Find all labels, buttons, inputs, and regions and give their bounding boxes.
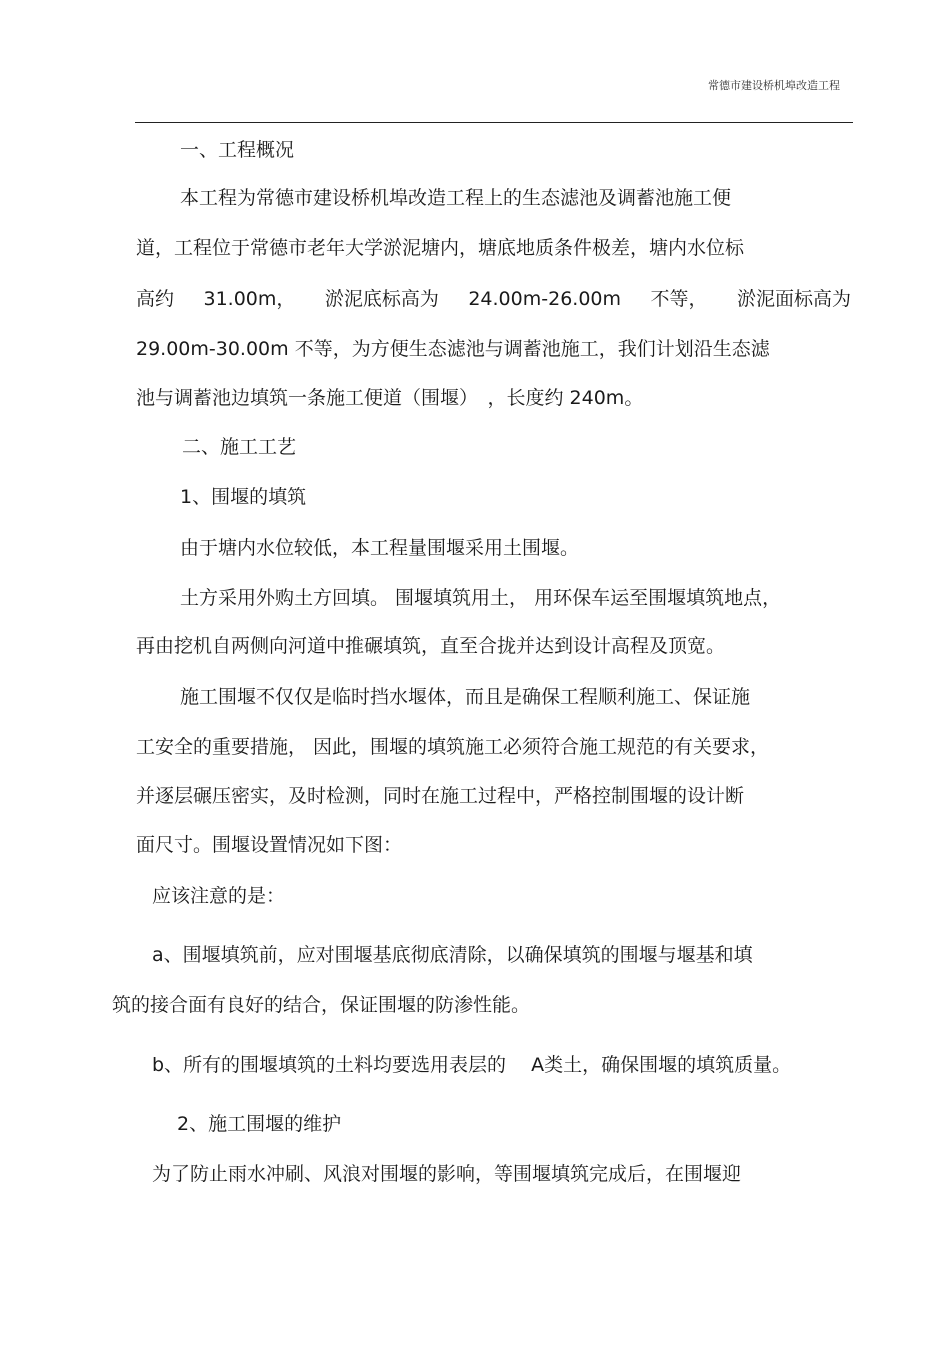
paragraph-line: 本工程为常德市建设桥机埠改造工程上的生态滤池及调蓄池施工便 xyxy=(180,187,732,209)
paragraph-line: 再由挖机自两侧向河道中推碾填筑，直至合拢并达到设计高程及顶宽。 xyxy=(136,635,726,657)
paragraph-line: 面尺寸。围堰设置情况如下图： xyxy=(136,834,403,856)
text-run: 淤泥面标高为 xyxy=(736,288,851,310)
section-heading-overview: 一、工程概况 xyxy=(180,139,295,161)
text-run: 不等， xyxy=(650,288,708,310)
note-item-a: a、围堰填筑前，应对围堰基底彻底清除，以确保填筑的围堰与堰基和填 xyxy=(152,944,753,966)
paragraph-line: 土方采用外购土方回填。 围堰填筑用土， 用环保车运至围堰填筑地点， xyxy=(180,587,782,609)
paragraph-line: 工安全的重要措施， 因此，围堰的填筑施工必须符合施工规范的有关要求， xyxy=(136,736,770,758)
header-rule xyxy=(135,122,853,123)
subsection-heading-maintenance: 2、施工围堰的维护 xyxy=(177,1113,342,1135)
paragraph-line: 为了防止雨水冲刷、风浪对围堰的影响，等围堰填筑完成后，在围堰迎 xyxy=(152,1163,742,1185)
paragraph-line-justified xyxy=(136,287,851,311)
text-run: 淤泥底标高为 xyxy=(324,288,439,310)
note-heading: 应该注意的是： xyxy=(152,885,286,907)
paragraph-line: 道，工程位于常德市老年大学淤泥塘内，塘底地质条件极差，塘内水位标 xyxy=(136,237,745,259)
paragraph-line: 并逐层碾压密实，及时检测，同时在施工过程中，严格控制围堰的设计断 xyxy=(136,785,745,807)
text-run: 31.00m， xyxy=(203,288,296,310)
paragraph-line: 由于塘内水位较低，本工程量围堰采用土围堰。 xyxy=(180,537,580,559)
paragraph-line: 施工围堰不仅仅是临时挡水堰体，而且是确保工程顺利施工、保证施 xyxy=(180,686,751,708)
note-item-b: b、所有的围堰填筑的土料均要选用表层的 A类土，确保围堰的填筑质量。 xyxy=(152,1054,792,1076)
subsection-heading-filling: 1、围堰的填筑 xyxy=(180,486,307,508)
section-heading-process: 二、施工工艺 xyxy=(182,436,297,458)
paragraph-line: 池与调蓄池边填筑一条施工便道（围堰） ，长度约 240m。 xyxy=(136,387,644,409)
text-run: 高约 xyxy=(136,288,175,310)
paragraph-line: 筑的接合面有良好的结合，保证围堰的防渗性能。 xyxy=(112,994,531,1016)
running-header: 常德市建设桥机埠改造工程 xyxy=(708,79,840,92)
paragraph-line: 29.00m-30.00m 不等，为方便生态滤池与调蓄池施工，我们计划沿生态滤 xyxy=(136,338,770,360)
text-run: 24.00m-26.00m xyxy=(468,288,622,310)
